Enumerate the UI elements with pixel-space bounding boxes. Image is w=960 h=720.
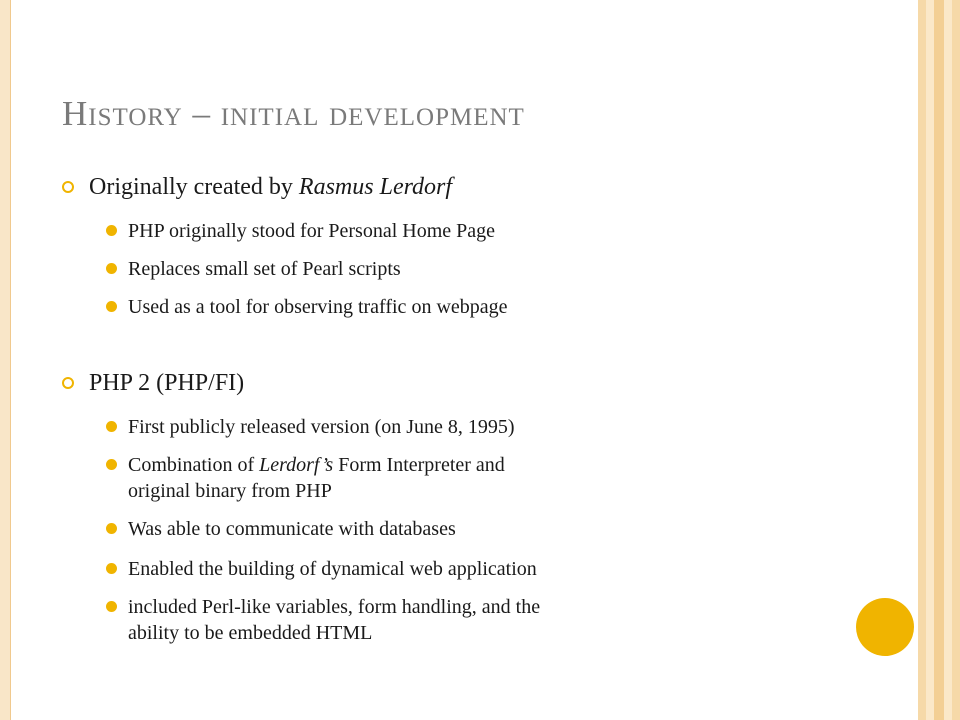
list-item-text: included Perl-like variables, form handling, and the — [128, 596, 541, 618]
left-border-decoration — [0, 0, 11, 720]
filled-circle-icon — [106, 301, 117, 312]
stripe — [952, 0, 960, 720]
author-name: Rasmus Lerdorf — [298, 174, 453, 200]
hollow-circle-icon — [62, 181, 74, 193]
heading-text: Originally created by — [89, 174, 299, 200]
heading-text: PHP 2 (PHP/FI) — [89, 370, 245, 396]
right-stripe-decoration — [918, 0, 960, 720]
slide-title: History – initial development — [62, 94, 525, 133]
stripe — [918, 0, 926, 720]
stripe — [944, 0, 952, 720]
decorative-circle — [856, 598, 914, 656]
list-item-text: Replaces small set of Pearl scripts — [128, 258, 401, 280]
stripe — [934, 0, 944, 720]
list-item-text: Was able to communicate with databases — [128, 518, 456, 540]
stripe — [926, 0, 934, 720]
author-possessive: Lerdorf’s — [259, 454, 334, 476]
list-item-text: Used as a tool for observing traffic on webpage — [128, 296, 508, 318]
list-item-text: Form Interpreter and — [333, 454, 505, 476]
list-item-text: First publicly released version (on June 8, 1995) — [128, 416, 515, 438]
filled-circle-icon — [106, 459, 117, 470]
list-item-text: PHP originally stood for Personal Home Page — [128, 220, 496, 242]
list-item-text: ability to be embedded HTML — [128, 622, 373, 644]
filled-circle-icon — [106, 263, 117, 274]
filled-circle-icon — [106, 563, 117, 574]
list-item-text: Enabled the building of dynamical web application — [128, 558, 537, 580]
filled-circle-icon — [106, 225, 117, 236]
filled-circle-icon — [106, 523, 117, 534]
filled-circle-icon — [106, 601, 117, 612]
list-item-text: original binary from PHP — [128, 480, 332, 502]
filled-circle-icon — [106, 421, 117, 432]
list-item-text: Combination of — [128, 454, 260, 476]
hollow-circle-icon — [62, 377, 74, 389]
